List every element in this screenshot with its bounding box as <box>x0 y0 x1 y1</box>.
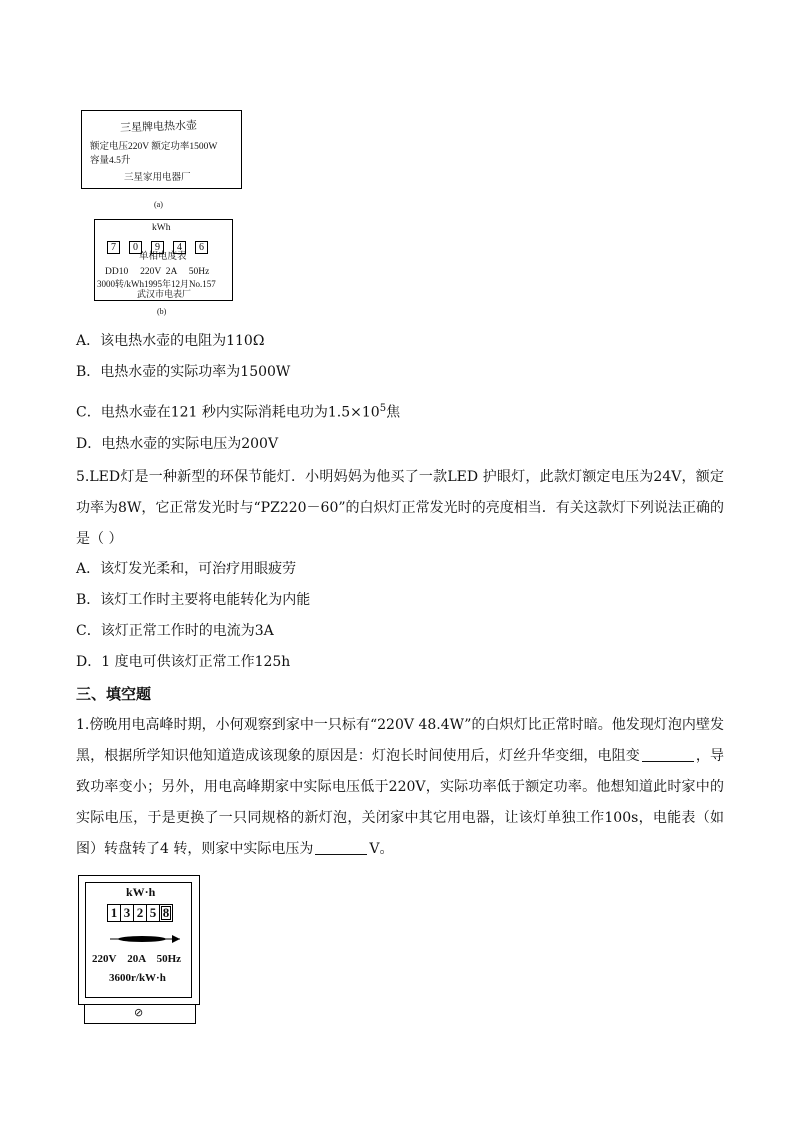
q4-option-c-text: C．电热水壶在121 秒内实际消耗电功为1.5×10 <box>76 404 380 421</box>
figure-b-caption: (b) <box>157 307 167 316</box>
meter-b-spec: DD10 220V 2A 50Hz <box>105 267 210 277</box>
energy-meter-figure <box>78 875 200 1005</box>
fill1-text-part3: V。 <box>369 841 394 857</box>
meter-b-digit: 7 <box>107 241 120 254</box>
q5-stem: 5.LED灯是一种新型的环保节能灯．小明妈妈为他买了一款LED 护眼灯，此款灯额定电压为24V，额定功率为8W，它正常发光时与“PZ220－60”的白炽灯正常发光时的亮度相当．有关这款灯下列说法正确的是（ ） <box>76 469 724 547</box>
meter-disc-icon <box>108 932 182 946</box>
meter-figure-b <box>94 219 233 301</box>
meter-digits <box>107 902 172 922</box>
meter-digit: 5 <box>146 904 160 922</box>
meter-b-maker: 武汉市电表厂 <box>137 289 192 299</box>
q4-option-c-exponent: 5 <box>379 403 387 414</box>
meter-unit: kW·h <box>126 885 156 899</box>
fill1-text-part1: 1.傍晚用电高峰时期，小何观察到家中一只标有“220V 48.4W”的白炽灯比正常时暗。他发现灯泡内壁发黑，根据所学知识他知道造成该现象的原因是：灯泡长时间使用后，灯丝升华变细，电阻变 <box>76 717 724 764</box>
meter-rate: 3600r/kW·h <box>109 972 166 984</box>
q4-option-c <box>76 399 400 423</box>
q5-option-b: B．该灯工作时主要将电能转化为内能 <box>76 592 311 608</box>
q4-option-c-unit: 焦 <box>386 404 401 421</box>
meter-b-digit: 4 <box>173 241 186 254</box>
meter-spec: 220V 20A 50Hz <box>92 953 182 965</box>
nameplate-rating: 额定电压220V 额定功率1500W <box>90 142 218 152</box>
meter-digit: 2 <box>133 904 147 922</box>
meter-screw-icon: ⊘ <box>134 1006 144 1019</box>
meter-inner-panel <box>85 882 192 998</box>
meter-base <box>84 1004 196 1024</box>
q4-option-b: B．电热水壶的实际功率为1500W <box>76 364 291 380</box>
q5-option-d: D．1 度电可供该灯正常工作125h <box>76 654 291 670</box>
answer-blank-2[interactable] <box>315 840 367 855</box>
meter-digit: 1 <box>107 904 121 922</box>
nameplate-maker: 三星家用电器厂 <box>124 173 191 183</box>
q5-option-a: A．该灯发光柔和，可治疗用眼疲劳 <box>76 561 297 577</box>
meter-b-digit: 0 <box>129 241 142 254</box>
fill-question-1 <box>76 710 724 865</box>
q4-option-d: D．电热水壶的实际电压为200V <box>76 436 279 452</box>
answer-blank-1[interactable] <box>642 747 694 762</box>
q4-option-a: A．该电热水壶的电阻为110Ω <box>76 333 265 349</box>
section-title: 三、填空题 <box>76 685 152 703</box>
meter-b-digit: 9 <box>151 241 164 254</box>
meter-b-spec2: 3000转/kWh1995年12月No.157 <box>97 279 216 289</box>
fill1-text-part2: ，导致功率变小；另外，用电高峰期家中实际电压低于220V，实际功率低于额定功率。他想知道此时家中的实际电压，于是更换了一只同规格的新灯泡，关闭家中其它用电器，让该灯单独工作100s，电能表（如图）转盘转了4 转，则家中实际电压为 <box>76 748 725 857</box>
nameplate-capacity: 容量4.5升 <box>90 156 131 166</box>
meter-b-name: 单相电度表 <box>139 252 187 262</box>
meter-digit: 8 <box>159 904 173 922</box>
nameplate-title: 三星牌电热水壶 <box>119 119 198 135</box>
kettle-nameplate-figure <box>81 110 242 189</box>
figure-a-caption: (a) <box>154 200 163 209</box>
meter-b-unit: kWh <box>152 223 171 233</box>
q5-option-c: C．该灯正常工作时的电流为3A <box>76 623 274 639</box>
meter-b-digit: 6 <box>195 241 208 254</box>
meter-digit: 3 <box>120 904 134 922</box>
